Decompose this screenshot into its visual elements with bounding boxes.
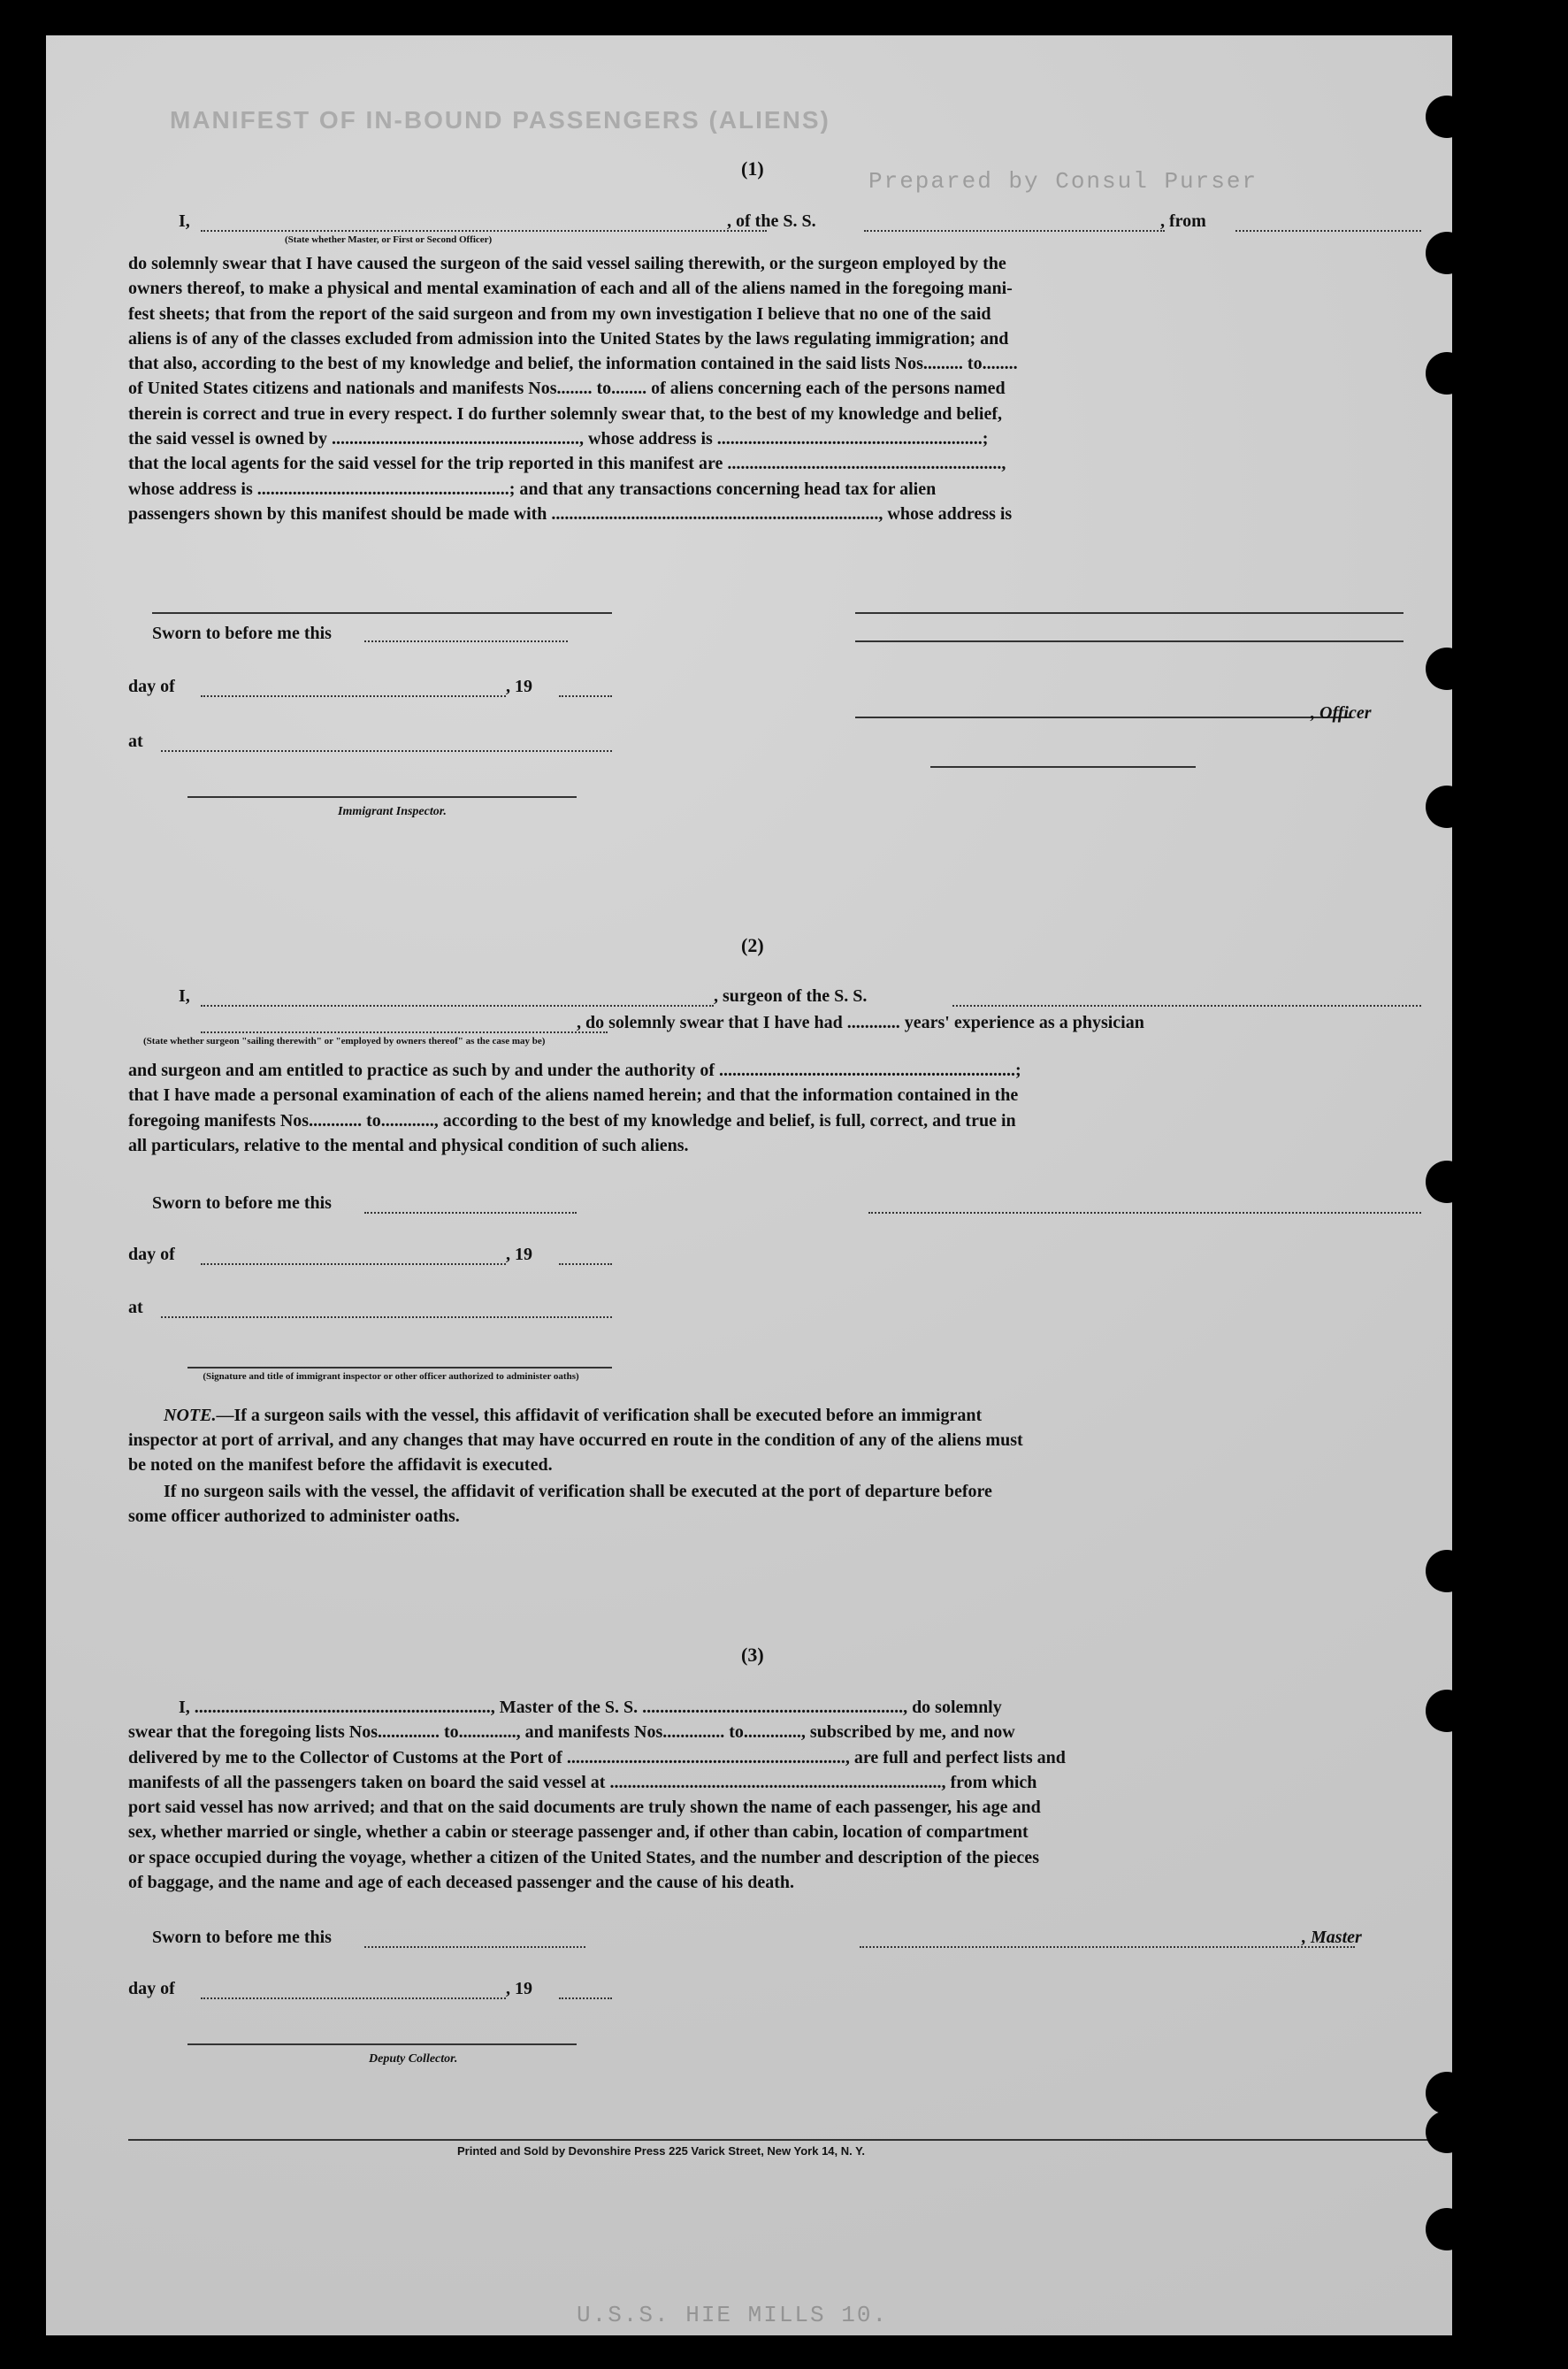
s2-day-label: day of [128, 1245, 175, 1264]
s1-oath-paragraph: do solemnly swear that I have caused the surgeon of the said vessel sailing therewith, or the surgeon employed by the owners thereof, to make a physical and mental examination of each and all of the aliens named in the foregoing mani- fest sheets; that from the report of the said surgeon and from my own investigation I believe that no one of the said aliens is of any of the classes excluded from admission into the United States by the laws regulating immigration; and that also, according to the best of my knowledge and belief, the information contained in the said lists Nos......... to........ of United States citizens and nationals and manifests Nos........ to........ of aliens concerning each of the persons named therein is correct and true in every respect. I do further solemnly swear that, to the best of my knowledge and belief, the said vessel is owned by ........................................................, whose address is ............................................................; that the local agents for the said vessel for the trip reported in this manifest are .............................................................., whose address is .........................................................; and that any transactions concerning head tax for alien passengers shown by this manifest should be made with .........................................................................., whose address is [128, 254, 1018, 524]
s2-oath-paragraph: and surgeon and am entitled to practice as such by and under the authority of ...................................................................; that I have made a personal examination of each of the aliens named herein; and that the information contained in the foregoing manifests Nos............ to............, according to the best of my knowledge and belief, is full, correct, and true in all particulars, relative to the mental and physical condition of such aliens. [128, 1061, 1021, 1155]
s1-from-field[interactable] [1235, 230, 1421, 232]
s3-day-field[interactable] [201, 1997, 506, 1999]
s2-note-label: NOTE. [164, 1406, 217, 1425]
s1-at-label: at [128, 732, 143, 751]
footer-rule [128, 2139, 1428, 2141]
s3-sworn-field[interactable] [364, 1946, 585, 1948]
s1-address-line[interactable] [855, 612, 1404, 614]
binder-hole [1426, 96, 1468, 138]
s3-day-label: day of [128, 1979, 175, 1998]
s3-master-label: , Master [1302, 1928, 1362, 1947]
s2-sworn-field[interactable] [364, 1212, 577, 1214]
s2-line2: , do solemnly swear that I have had ............ years' experience as a physician [577, 1013, 1144, 1032]
s3-deputy-collector-label: Deputy Collector. [369, 2052, 458, 2066]
s1-at-field[interactable] [161, 750, 612, 752]
s1-year-label: , 19 [506, 677, 532, 696]
s2-day-field[interactable] [201, 1263, 506, 1265]
binder-hole [1426, 2072, 1468, 2114]
s1-caption-master: (State whether Master, or First or Second Officer) [285, 234, 493, 245]
s2-note-cont: inspector at port of arrival, and any changes that may have occurred en route in the condition of any of the aliens must be noted on the manifest before the affidavit is executed. [128, 1430, 1023, 1476]
s2-note2: If no surgeon sails with the vessel, the affidavit of verification shall be executed at the port of departure before [164, 1482, 992, 1501]
s2-sworn-label: Sworn to before me this [152, 1193, 332, 1213]
binder-hole [1426, 1690, 1468, 1732]
printer-credit: Printed and Sold by Devonshire Press 225 Varick Street, New York 14, N. Y. [457, 2144, 865, 2158]
s1-sworn-label: Sworn to before me this [152, 624, 332, 643]
s2-note2-cont: some officer authorized to administer oaths. [128, 1506, 460, 1526]
ghost-bottom: U.S.S. HIE MILLS 10. [577, 2302, 889, 2328]
s1-year-field[interactable] [559, 695, 612, 697]
section-2-number: (2) [741, 934, 764, 956]
s1-officer-label: , Officer [1311, 703, 1372, 723]
form-page [46, 35, 1452, 2335]
s1-officer-sig-line[interactable] [152, 612, 612, 614]
binder-hole [1426, 1161, 1468, 1203]
s1-name-field[interactable] [201, 230, 767, 232]
s1-day-field[interactable] [201, 695, 506, 697]
s1-i-label: I, [179, 211, 190, 231]
s2-surgeon-label: , surgeon of the S. S. [714, 986, 868, 1006]
binder-hole [1426, 352, 1468, 395]
s2-name-field[interactable] [201, 1005, 714, 1007]
s1-extra-line[interactable] [930, 766, 1196, 768]
s2-i-label: I, [179, 986, 190, 1006]
binder-hole [1426, 2111, 1468, 2153]
ghost-header: MANIFEST OF IN-BOUND PASSENGERS (ALIENS) [170, 106, 830, 134]
binder-hole [1426, 1550, 1468, 1592]
s1-of-ss-label: , of the S. S. [727, 211, 816, 231]
s3-oath-paragraph: I, ..................................................................., Master of the S. S. ..........................................................., do solemnly swear that the foregoing lists Nos.............. to............., and manifests Nos.............. to............., subscribed by me, and now delivered by me to the Collector of Customs at the Port of ..............................................................., are full and perfect lists and manifests of all the passengers taken on board the said vessel at ..........................................................................., from which port said vessel has now arrived; and that on the said documents are truly shown the name of each passenger, his age and sex, whether married or single, whether a cabin or steerage passenger and, if other than cabin, location of compartment or space occupied during the voyage, whether a citizen of the United States, and the number and description of the pieces of baggage, and the name and age of each deceased passenger and the cause of his death. [128, 1698, 1066, 1893]
s2-at-field[interactable] [161, 1316, 612, 1318]
s2-at-label: at [128, 1298, 143, 1317]
s2-surgeon-type-field[interactable] [201, 1031, 608, 1033]
s2-year-label: , 19 [506, 1245, 532, 1264]
s2-note: NOTE.—If a surgeon sails with the vessel, this affidavit of verification shall be executed before an immigrant [164, 1406, 983, 1425]
s1-inspector-sig-line[interactable] [187, 796, 577, 798]
s1-officer-line-a[interactable] [855, 640, 1404, 642]
s1-immigrant-inspector-label: Immigrant Inspector. [338, 805, 447, 818]
s3-sworn-label: Sworn to before me this [152, 1928, 332, 1947]
s3-collector-sig-line[interactable] [187, 2043, 577, 2045]
binder-hole [1426, 232, 1468, 274]
binder-hole [1426, 648, 1468, 690]
section-3-number: (3) [741, 1644, 764, 1666]
s3-master-field[interactable] [860, 1946, 1355, 1948]
ghost-prepared: Prepared by Consul Purser [868, 168, 1258, 195]
s2-caption-sig: (Signature and title of immigrant inspector or other officer authorized to administer oaths) [203, 1371, 579, 1382]
section-1-number: (1) [741, 157, 764, 180]
binder-hole [1426, 2208, 1468, 2250]
s3-year-label: , 19 [506, 1979, 532, 1998]
s3-year-field[interactable] [559, 1997, 612, 1999]
s1-from-label: , from [1160, 211, 1206, 231]
s1-officer-sig-field[interactable] [855, 717, 1350, 718]
s2-caption-surgeon: (State whether surgeon "sailing therewith" or "employed by owners thereof" as the case may be) [143, 1036, 546, 1046]
binder-hole [1426, 786, 1468, 828]
s2-sig-field[interactable] [868, 1212, 1421, 1214]
s2-ship-field[interactable] [952, 1005, 1421, 1007]
s1-ship-field[interactable] [864, 230, 1165, 232]
s2-sig-line[interactable] [187, 1367, 612, 1368]
s2-year-field[interactable] [559, 1263, 612, 1265]
s1-sworn-field[interactable] [364, 640, 568, 642]
s1-day-label: day of [128, 677, 175, 696]
